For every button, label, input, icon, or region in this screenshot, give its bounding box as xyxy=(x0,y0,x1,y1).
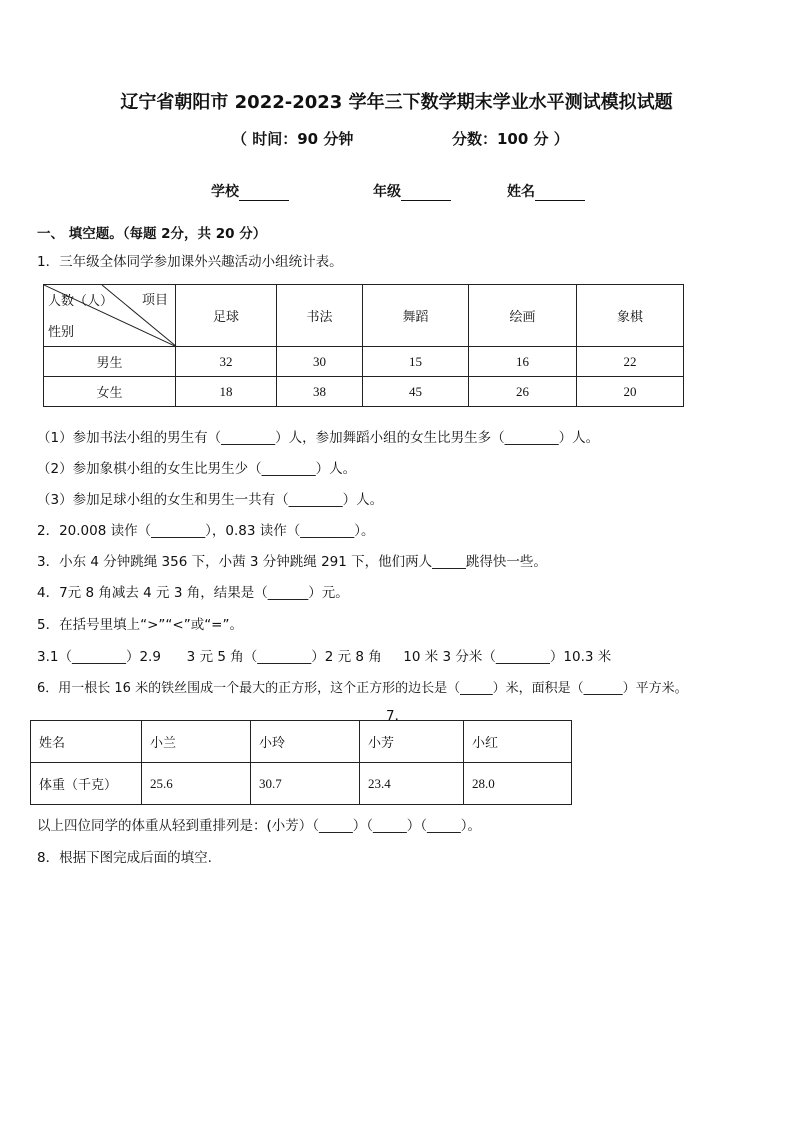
header-xiaofang: 小芳 xyxy=(360,721,464,763)
table-row xyxy=(44,347,684,377)
header-xiaolan: 小兰 xyxy=(142,721,251,763)
cell-weight-xiaofang: 23.4 xyxy=(360,763,464,805)
activity-table xyxy=(43,284,684,407)
header-calligraphy: 书法 xyxy=(277,285,363,347)
question-4: 4．7元 8 角减去 4 元 3 角，结果是（______）元。 xyxy=(37,585,349,601)
row-label-boys: 男生 xyxy=(44,347,176,377)
header-football: 足球 xyxy=(176,285,277,347)
question-6: 6．用一根长 16 米的铁丝围成一个最大的正方形，这个正方形的边长是（_____）米，面积是（______）平方米。 xyxy=(37,681,688,696)
grade-label: 年级 xyxy=(373,184,401,200)
row-label-girls: 女生 xyxy=(44,377,176,407)
diagonal-header-cell xyxy=(44,285,176,347)
school-blank[interactable] xyxy=(239,186,289,201)
cell-boys-chess: 22 xyxy=(577,347,684,377)
table-row xyxy=(31,763,572,805)
header-xiaoling: 小玲 xyxy=(251,721,360,763)
name-field xyxy=(507,181,585,201)
cell-weight-xiaohong: 28.0 xyxy=(464,763,572,805)
question-8: 8．根据下图完成后面的填空. xyxy=(37,850,212,866)
cell-boys-painting: 16 xyxy=(469,347,577,377)
cell-boys-football: 32 xyxy=(176,347,277,377)
question-1: 1．三年级全体同学参加课外兴趣活动小组统计表。 xyxy=(37,254,343,270)
table-row xyxy=(44,377,684,407)
row-label-weight: 体重（千克） xyxy=(31,763,142,805)
question-1-part-1: （1）参加书法小组的男生有（________）人，参加舞蹈小组的女生比男生多（________）人。 xyxy=(37,430,600,446)
question-1-part-3: （3）参加足球小组的女生和男生一共有（________）人。 xyxy=(37,492,384,508)
grade-blank[interactable] xyxy=(401,186,451,201)
score-label: 分数：100 分 ） xyxy=(452,130,569,148)
corner-label-gender: 性别 xyxy=(48,325,75,340)
question-5-items: 3.1（________）2.9 3 元 5 角（________）2 元 8 角 10 米 3 分米（________）10.3 米 xyxy=(37,649,612,665)
header-dance: 舞蹈 xyxy=(363,285,469,347)
cell-girls-painting: 26 xyxy=(469,377,577,407)
name-label: 姓名 xyxy=(507,184,535,200)
question-2: 2．20.008 读作（________），0.83 读作（________）。 xyxy=(37,523,375,539)
question-1-part-2: （2）参加象棋小组的女生比男生少（________）人。 xyxy=(37,461,357,477)
school-field xyxy=(211,181,289,201)
question-3: 3．小东 4 分钟跳绳 356 下，小茜 3 分钟跳绳 291 下，他们两人_____跳得快一些。 xyxy=(37,554,547,570)
header-xiaohong: 小红 xyxy=(464,721,572,763)
cell-girls-calligraphy: 38 xyxy=(277,377,363,407)
time-label: （ 时间：90 分钟 xyxy=(232,130,354,148)
grade-field xyxy=(373,181,451,201)
header-chess: 象棋 xyxy=(577,285,684,347)
header-name: 姓名 xyxy=(31,721,142,763)
cell-girls-chess: 20 xyxy=(577,377,684,407)
cell-boys-calligraphy: 30 xyxy=(277,347,363,377)
question-5: 5．在括号里填上“>”“<”或“=”。 xyxy=(37,617,243,633)
weight-table xyxy=(30,720,572,805)
cell-weight-xiaoling: 30.7 xyxy=(251,763,360,805)
question-7-number: 7． xyxy=(386,708,409,724)
corner-label-count: 人数（人） xyxy=(48,294,114,309)
cell-girls-dance: 45 xyxy=(363,377,469,407)
header-painting: 绘画 xyxy=(469,285,577,347)
name-blank[interactable] xyxy=(535,186,585,201)
page-title: 辽宁省朝阳市 2022-2023 学年三下数学期末学业水平测试模拟试题 xyxy=(120,92,673,113)
section-heading: 一、 填空题。（每题 2分，共 20 分） xyxy=(37,226,267,242)
cell-boys-dance: 15 xyxy=(363,347,469,377)
school-label: 学校 xyxy=(211,184,239,200)
cell-girls-football: 18 xyxy=(176,377,277,407)
cell-weight-xiaolan: 25.6 xyxy=(142,763,251,805)
table-row xyxy=(31,721,572,763)
question-7-text: 以上四位同学的体重从轻到重排列是：(小芳）（_____）（_____）（_____）。 xyxy=(37,818,482,834)
corner-label-item: 项目 xyxy=(142,293,169,308)
